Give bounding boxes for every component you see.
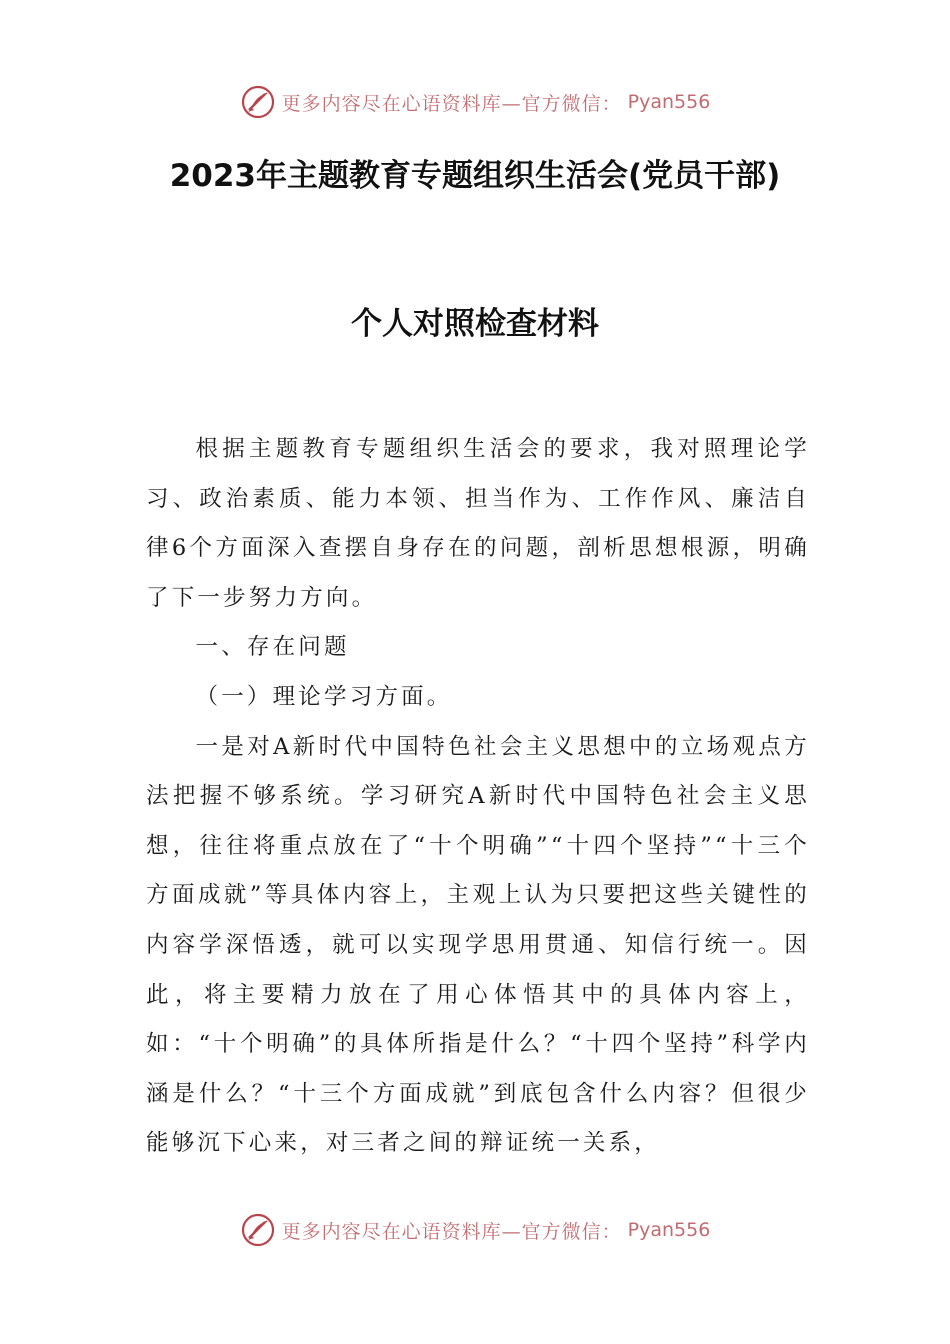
subsection-heading: （一）理论学习方面。: [195, 683, 453, 710]
header-watermark: [0, 84, 950, 120]
section-heading: 一、存在问题: [195, 634, 350, 661]
watermark-wechat-id: Pyan556: [627, 91, 711, 113]
document-title-line-2: 个人对照检查材料: [351, 306, 599, 342]
document-body: [146, 425, 810, 1169]
logo-icon: [240, 84, 276, 120]
logo-icon: [240, 1212, 276, 1248]
footer-watermark: [0, 1212, 950, 1248]
watermark-text: 更多内容尽在心语资料库—官方微信：: [281, 1220, 622, 1243]
body-paragraph: 一是对A新时代中国特色社会主义思想中的立场观点方法把握不够系统。学习研究A新时代中国特色社会主义思想，往往将重点放在了“十个明确”“十四个坚持”“十三个方面成就”等具体内容上，主观上认为只要把这些关键性的内容学深悟透，就可以实现学思用贯通、知信行统一。因此，将主要精力放在了用心体悟其中的具体内容上，如：“十个明确”的具体所指是什么？“十四个坚持”科学内涵是什么？“十三个方面成就”到底包含什么内容？但很少能够沉下心来，对三者之间的辩证统一关系，: [146, 733, 810, 1157]
intro-paragraph: 根据主题教育专题组织生活会的要求，我对照理论学习、政治素质、能力本领、担当作为、工作作风、廉洁自律6个方面深入查摆自身存在的问题，剖析思想根源，明确了下一步努力方向。: [146, 436, 810, 611]
watermark-text: 更多内容尽在心语资料库—官方微信：: [281, 92, 622, 115]
document-title-line-1: 2023年主题教育专题组织生活会(党员干部): [169, 158, 781, 194]
watermark-wechat-id: Pyan556: [627, 1219, 711, 1241]
